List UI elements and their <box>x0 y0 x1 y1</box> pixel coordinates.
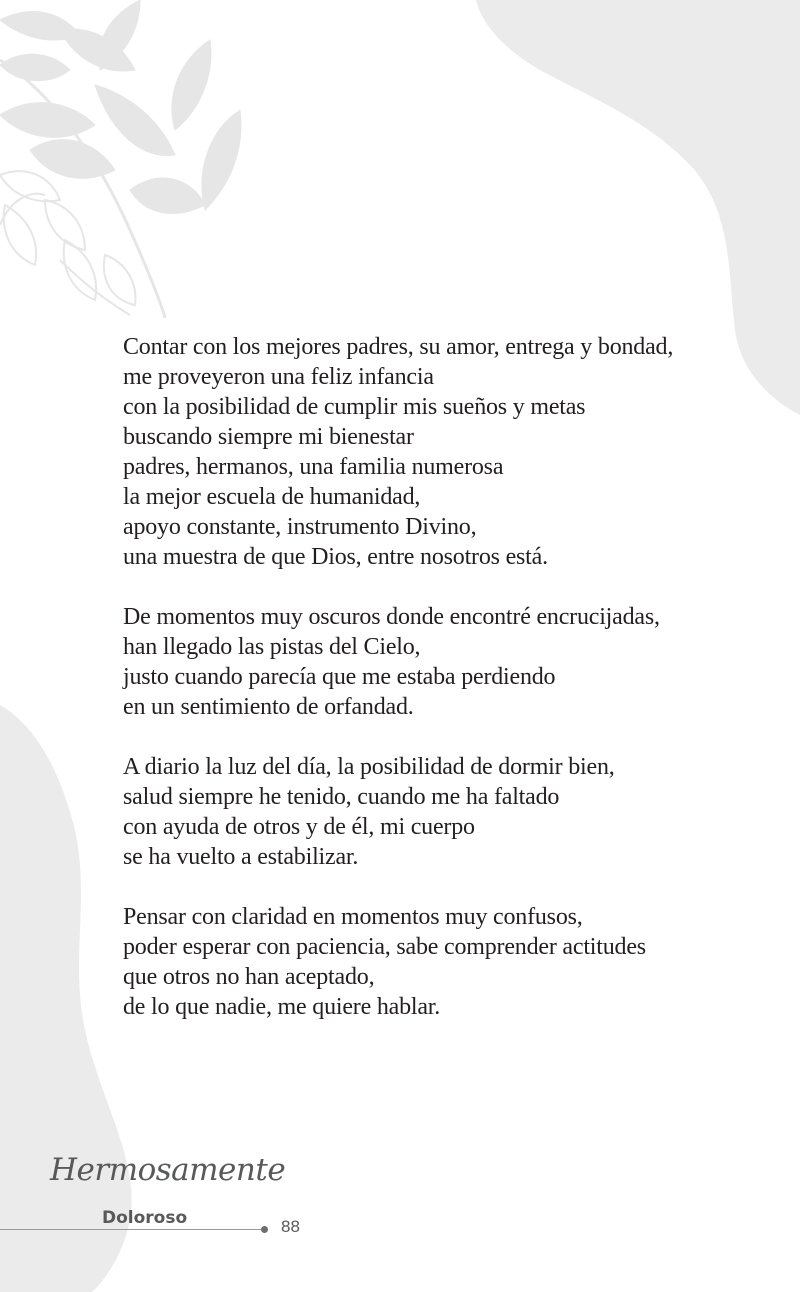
poem-line: Contar con los mejores padres, su amor, entrega y bondad, <box>123 334 674 360</box>
poem-line: con la posibilidad de cumplir mis sueños y metas <box>123 394 586 420</box>
poem-line: la mejor escuela de humanidad, <box>123 484 421 510</box>
book-logo-script: Hermosamente <box>50 1152 286 1188</box>
poem-line: Pensar con claridad en momentos muy confusos, <box>123 904 583 930</box>
poem-body <box>123 332 783 1052</box>
stanza <box>123 752 783 872</box>
book-logo <box>50 1130 286 1230</box>
book-logo-subtitle: Doloroso <box>102 1208 188 1228</box>
poem-line: A diario la luz del día, la posibilidad de dormir bien, <box>123 754 615 780</box>
poem-line: me proveyeron una feliz infancia <box>123 364 434 390</box>
footer-divider <box>0 1229 264 1230</box>
poem-line: justo cuando parecía que me estaba perdiendo <box>123 664 556 690</box>
poem-line: buscando siempre mi bienestar <box>123 424 414 450</box>
poem-line: apoyo constante, instrumento Divino, <box>123 514 477 540</box>
stanza <box>123 902 783 1022</box>
stanza <box>123 332 783 572</box>
poem-line: salud siempre he tenido, cuando me ha faltado <box>123 784 560 810</box>
poem-line: se ha vuelto a estabilizar. <box>123 844 359 870</box>
leaf-branch-icon <box>0 0 241 318</box>
poem-line: que otros no han aceptado, <box>123 964 375 990</box>
stanza <box>123 602 783 722</box>
poem-line: padres, hermanos, una familia numerosa <box>123 454 504 480</box>
poem-line: de lo que nadie, me quiere hablar. <box>123 994 441 1020</box>
poem-line: una muestra de que Dios, entre nosotros está. <box>123 544 548 570</box>
poem-line: poder esperar con paciencia, sabe comprender actitudes <box>123 934 646 960</box>
poem-line: han llegado las pistas del Cielo, <box>123 634 421 660</box>
footer-dot-icon <box>261 1226 268 1233</box>
page-number: 88 <box>281 1217 300 1236</box>
poem-line: De momentos muy oscuros donde encontré encrucijadas, <box>123 604 660 630</box>
poem-line: con ayuda de otros y de él, mi cuerpo <box>123 814 475 840</box>
poem-line: en un sentimiento de orfandad. <box>123 694 414 720</box>
